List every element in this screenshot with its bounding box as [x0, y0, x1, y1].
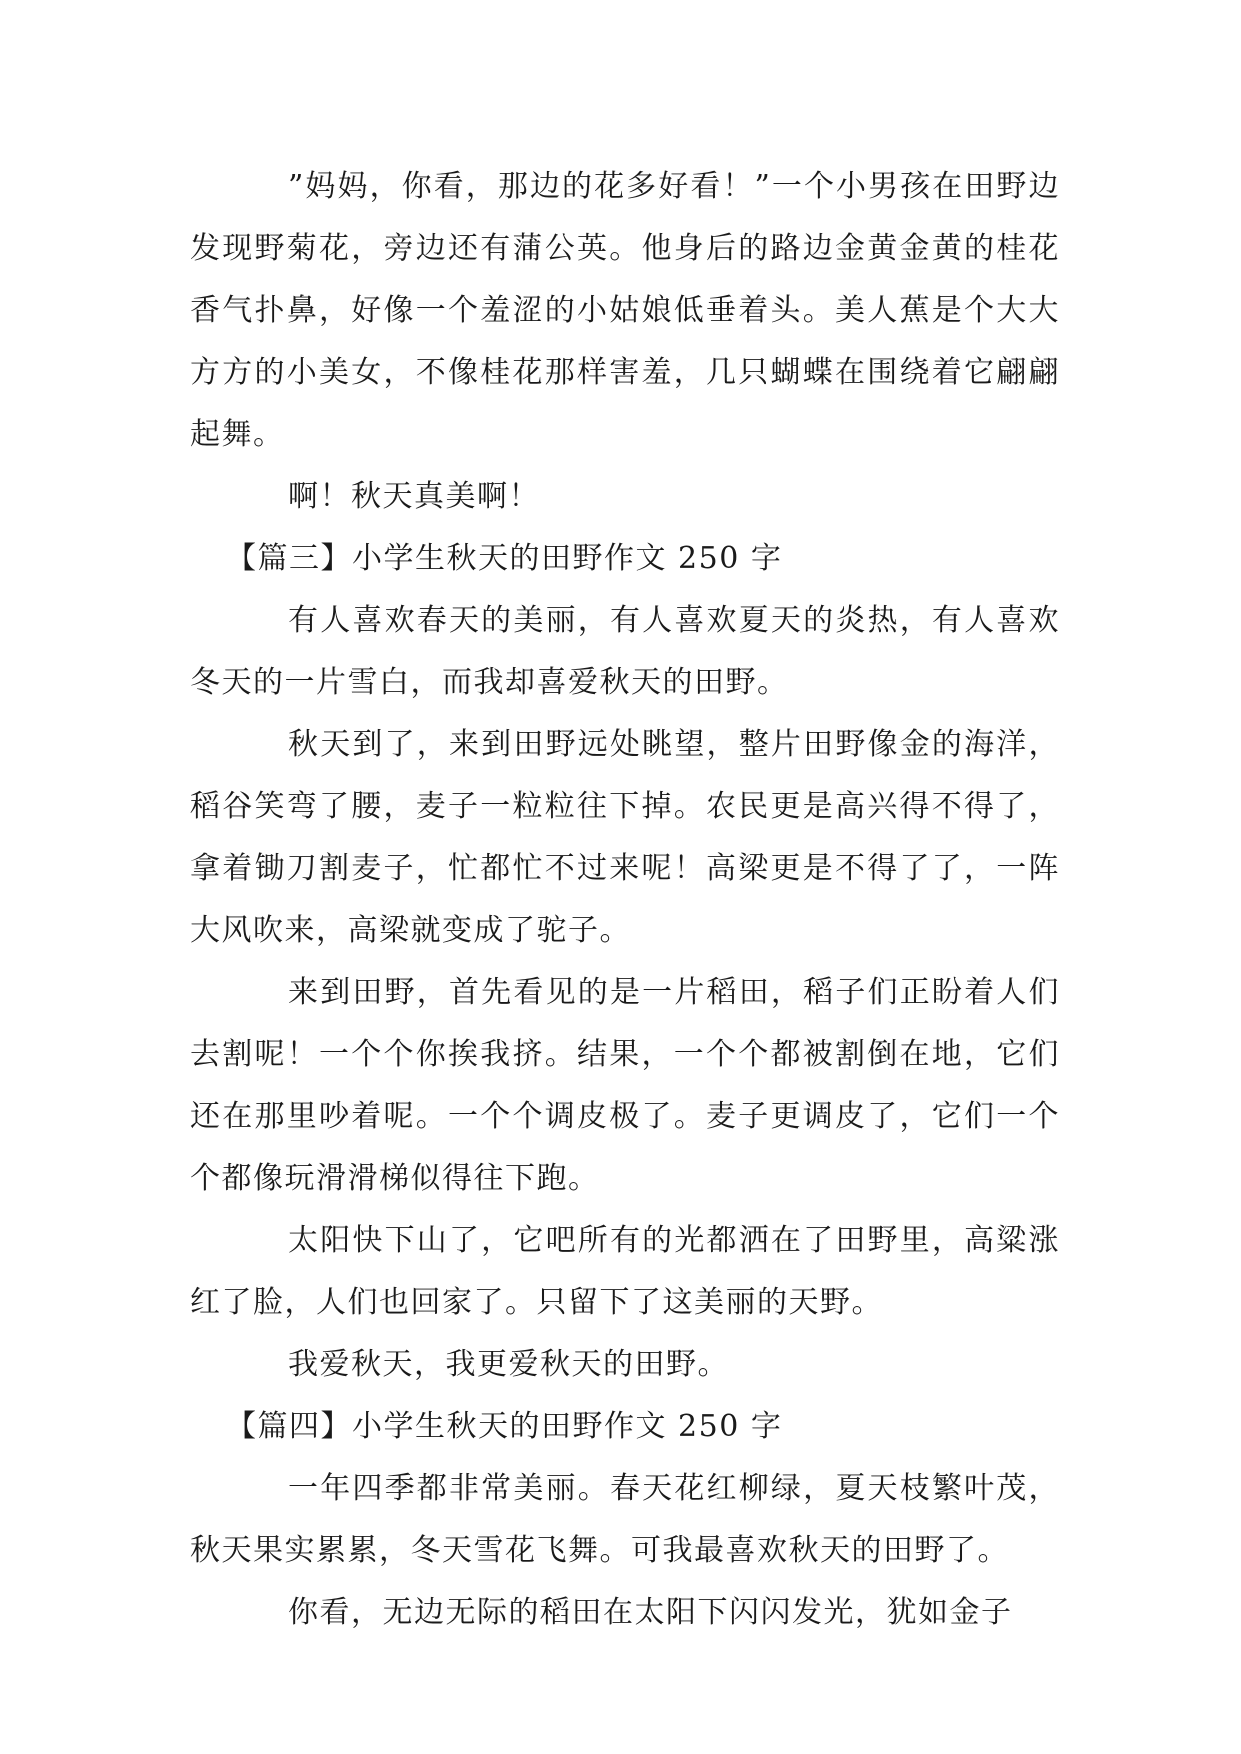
- paragraph-seasons: 一年四季都非常美丽。春天花红柳绿，夏天枝繁叶茂，秋天果实累累，冬天雪花飞舞。可我最喜欢秋天的田野了。: [190, 1471, 1060, 1568]
- section-heading-3: 【篇三】小学生秋天的田野作文 250 字: [226, 541, 783, 576]
- paragraph-closing: 我爱秋天，我更爱秋天的田野。: [288, 1347, 729, 1382]
- paragraph-sunset: 太阳快下山了，它吧所有的光都洒在了田野里，高粱涨红了脸，人们也回家了。只留下了这美丽的天野。: [190, 1223, 1060, 1320]
- paragraph-exclamation: 啊！秋天真美啊！: [288, 479, 540, 514]
- paragraph-rice-field: 来到田野，首先看见的是一片稻田，稻子们正盼着人们去割呢！一个个你挨我挤。结果，一个个都被割倒在地，它们还在那里吵着呢。一个个调皮极了。麦子更调皮了，它们一个个都像玩滑滑梯似得往下跑。: [190, 975, 1060, 1196]
- paragraph-look: 你看，无边无际的稻田在太阳下闪闪发光，犹如金子: [288, 1595, 1013, 1630]
- document-body: [190, 156, 1060, 1644]
- paragraph-intro: 有人喜欢春天的美丽，有人喜欢夏天的炎热，有人喜欢冬天的一片雪白，而我却喜爱秋天的田野。: [190, 603, 1060, 700]
- paragraph-autumn-arrives: 秋天到了，来到田野远处眺望，整片田野像金的海洋，稻谷笑弯了腰，麦子一粒粒往下掉。农民更是高兴得不得了，拿着锄刀割麦子，忙都忙不过来呢！高梁更是不得了了，一阵大风吹来，高梁就变成了驼子。: [190, 727, 1060, 948]
- section-heading-4: 【篇四】小学生秋天的田野作文 250 字: [226, 1409, 783, 1444]
- paragraph-flowers: ”妈妈，你看，那边的花多好看！”一个小男孩在田野边发现野菊花，旁边还有蒲公英。他身后的路边金黄金黄的桂花香气扑鼻，好像一个羞涩的小姑娘低垂着头。美人蕉是个大大方方的小美女，不像桂花那样害羞，几只蝴蝶在围绕着它翩翩起舞。: [190, 169, 1060, 452]
